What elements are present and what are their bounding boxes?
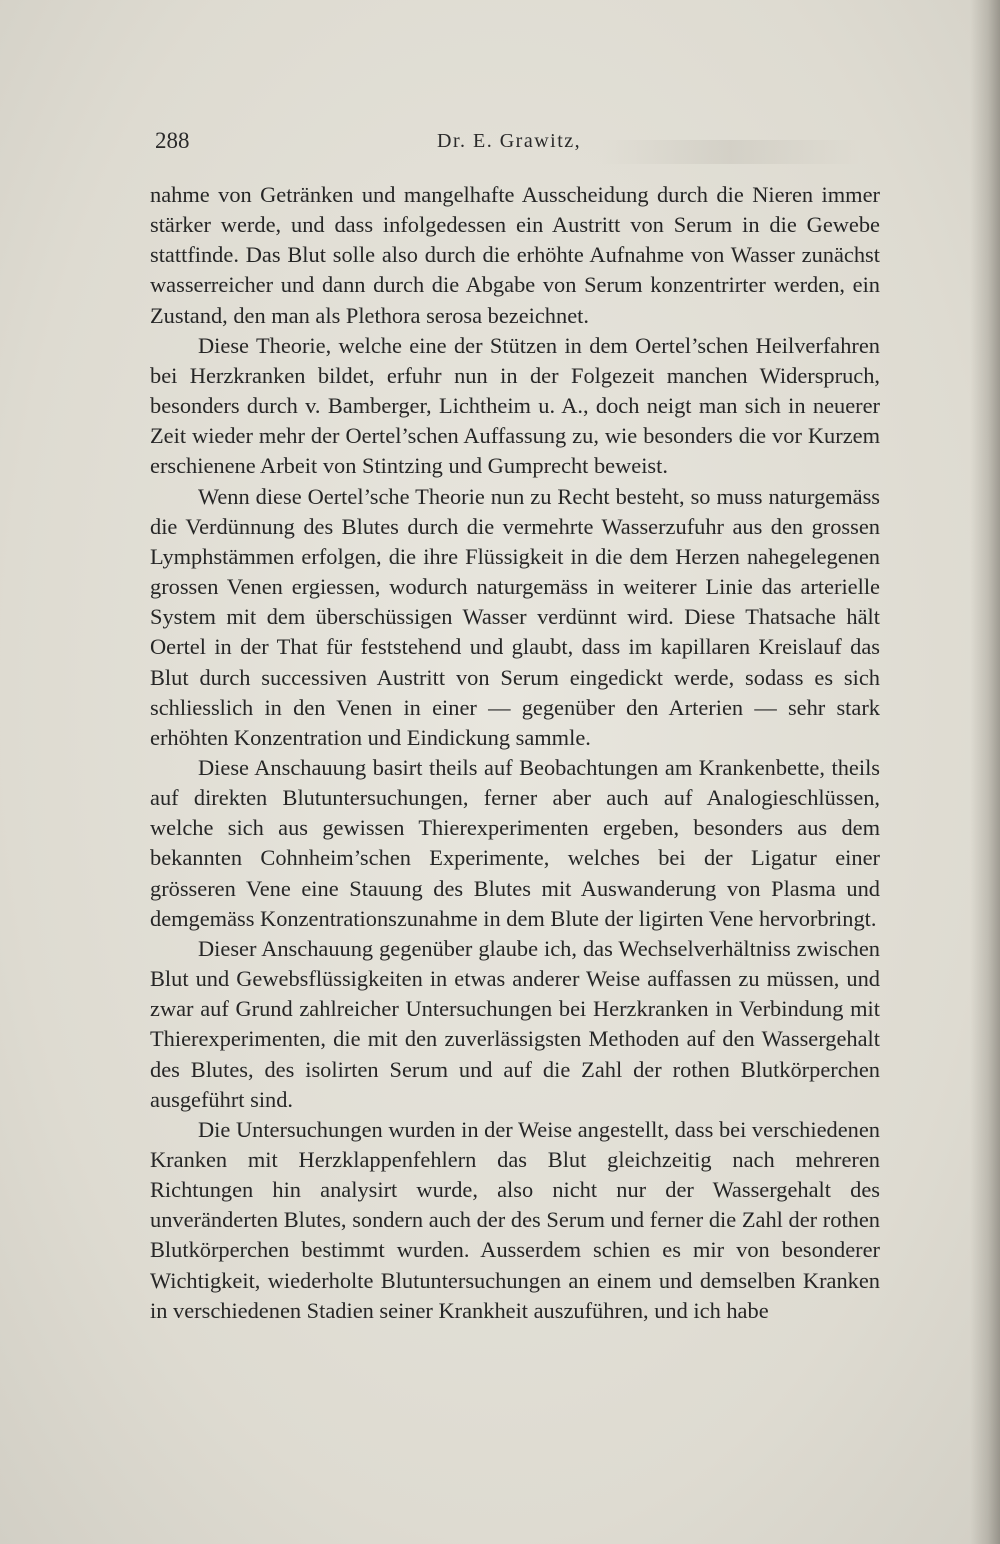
paragraph-5: Dieser Anschauung gegenüber glaube ich, das Wechselverhältniss zwischen Blut und Gewebsflüssigkeiten in etwas anderer Weise auffassen zu müssen, und zwar auf Grund zahlreicher Untersuchungen bei Herzkranken in Verbindung mit Thierexperimenten, die mit den zuverlässigsten Methoden auf den Wassergehalt des Blutes, des isolirten Serum und auf die Zahl der rothen Blutkörperchen ausgeführt sind.: [150, 935, 880, 1112]
body-text: [150, 180, 880, 1326]
paragraph-1: nahme von Getränken und mangelhafte Ausscheidung durch die Nieren immer stärker werde, und dass infolgedessen ein Austritt von Serum in die Gewebe stattfinde. Das Blut solle also durch die erhöhte Aufnahme von Wasser zunächst wasserreicher und dann durch die Abgabe von Serum konzentrirter werden, ein Zustand, den man als Plethora serosa bezeichnet.: [150, 182, 880, 328]
paragraph-6: Die Untersuchungen wurden in der Weise angestellt, dass bei verschiedenen Kranken mit Herzklappenfehlern das Blut gleichzeitig nach mehreren Richtungen hin analysirt wurde, also nicht nur der Wassergehalt des unveränderten Blutes, sondern auch der des Serum und ferner die Zahl der rothen Blutkörperchen bestimmt wurden. Ausserdem schien es mir von besonderer Wichtigkeit, wiederholte Blutuntersuchungen an einem und demselben Kranken in verschiedenen Stadien seiner Krankheit auszuführen, und ich habe: [150, 1116, 880, 1323]
page-number: 288: [155, 128, 190, 153]
running-head: Dr. E. Grawitz,: [437, 130, 582, 152]
page-edge-shadow: [970, 0, 1000, 1544]
page-header: [155, 128, 875, 160]
paragraph-3: Wenn diese Oertel’sche Theorie nun zu Recht besteht, so muss naturgemäss die Verdünnung des Blutes durch die vermehrte Wasserzufuhr aus den grossen Lymphstämmen erfolgen, die ihre Flüssigkeit in die dem Herzen nahegelegenen grossen Venen ergiessen, wodurch naturgemäss in weiterer Linie das arterielle System mit dem überschüssigen Wasser verdünnt wird. Diese Thatsache hält Oertel in der That für feststehend und glaubt, dass im kapillaren Kreislauf das Blut durch successiven Austritt von Serum eingedickt werde, sodass es sich schliesslich in den Venen in einer — gegenüber den Arterien — sehr stark erhöhten Konzentration und Eindickung sammle.: [150, 483, 880, 750]
paragraph-4: Diese Anschauung basirt theils auf Beobachtungen am Krankenbette, theils auf direkten Blutuntersuchungen, ferner aber auch auf Analogieschlüssen, welche sich aus gewissen Thierexperimenten ergeben, besonders aus dem bekannten Cohnheim’schen Experimente, welches bei der Ligatur einer grösseren Vene eine Stauung des Blutes mit Auswanderung von Plasma und demgemäss Konzentrationszunahme in dem Blute der ligirten Vene hervorbringt.: [150, 754, 880, 931]
paragraph-2: Diese Theorie, welche eine der Stützen in dem Oertel’schen Heilverfahren bei Herzkranken bildet, erfuhr nun in der Folgezeit manchen Widerspruch, besonders durch v. Bamberger, Lichtheim u. A., doch neigt man sich in neuerer Zeit wieder mehr der Oertel’schen Auffassung zu, wie besonders die vor Kurzem erschienene Arbeit von Stintzing und Gumprecht beweist.: [150, 332, 880, 479]
